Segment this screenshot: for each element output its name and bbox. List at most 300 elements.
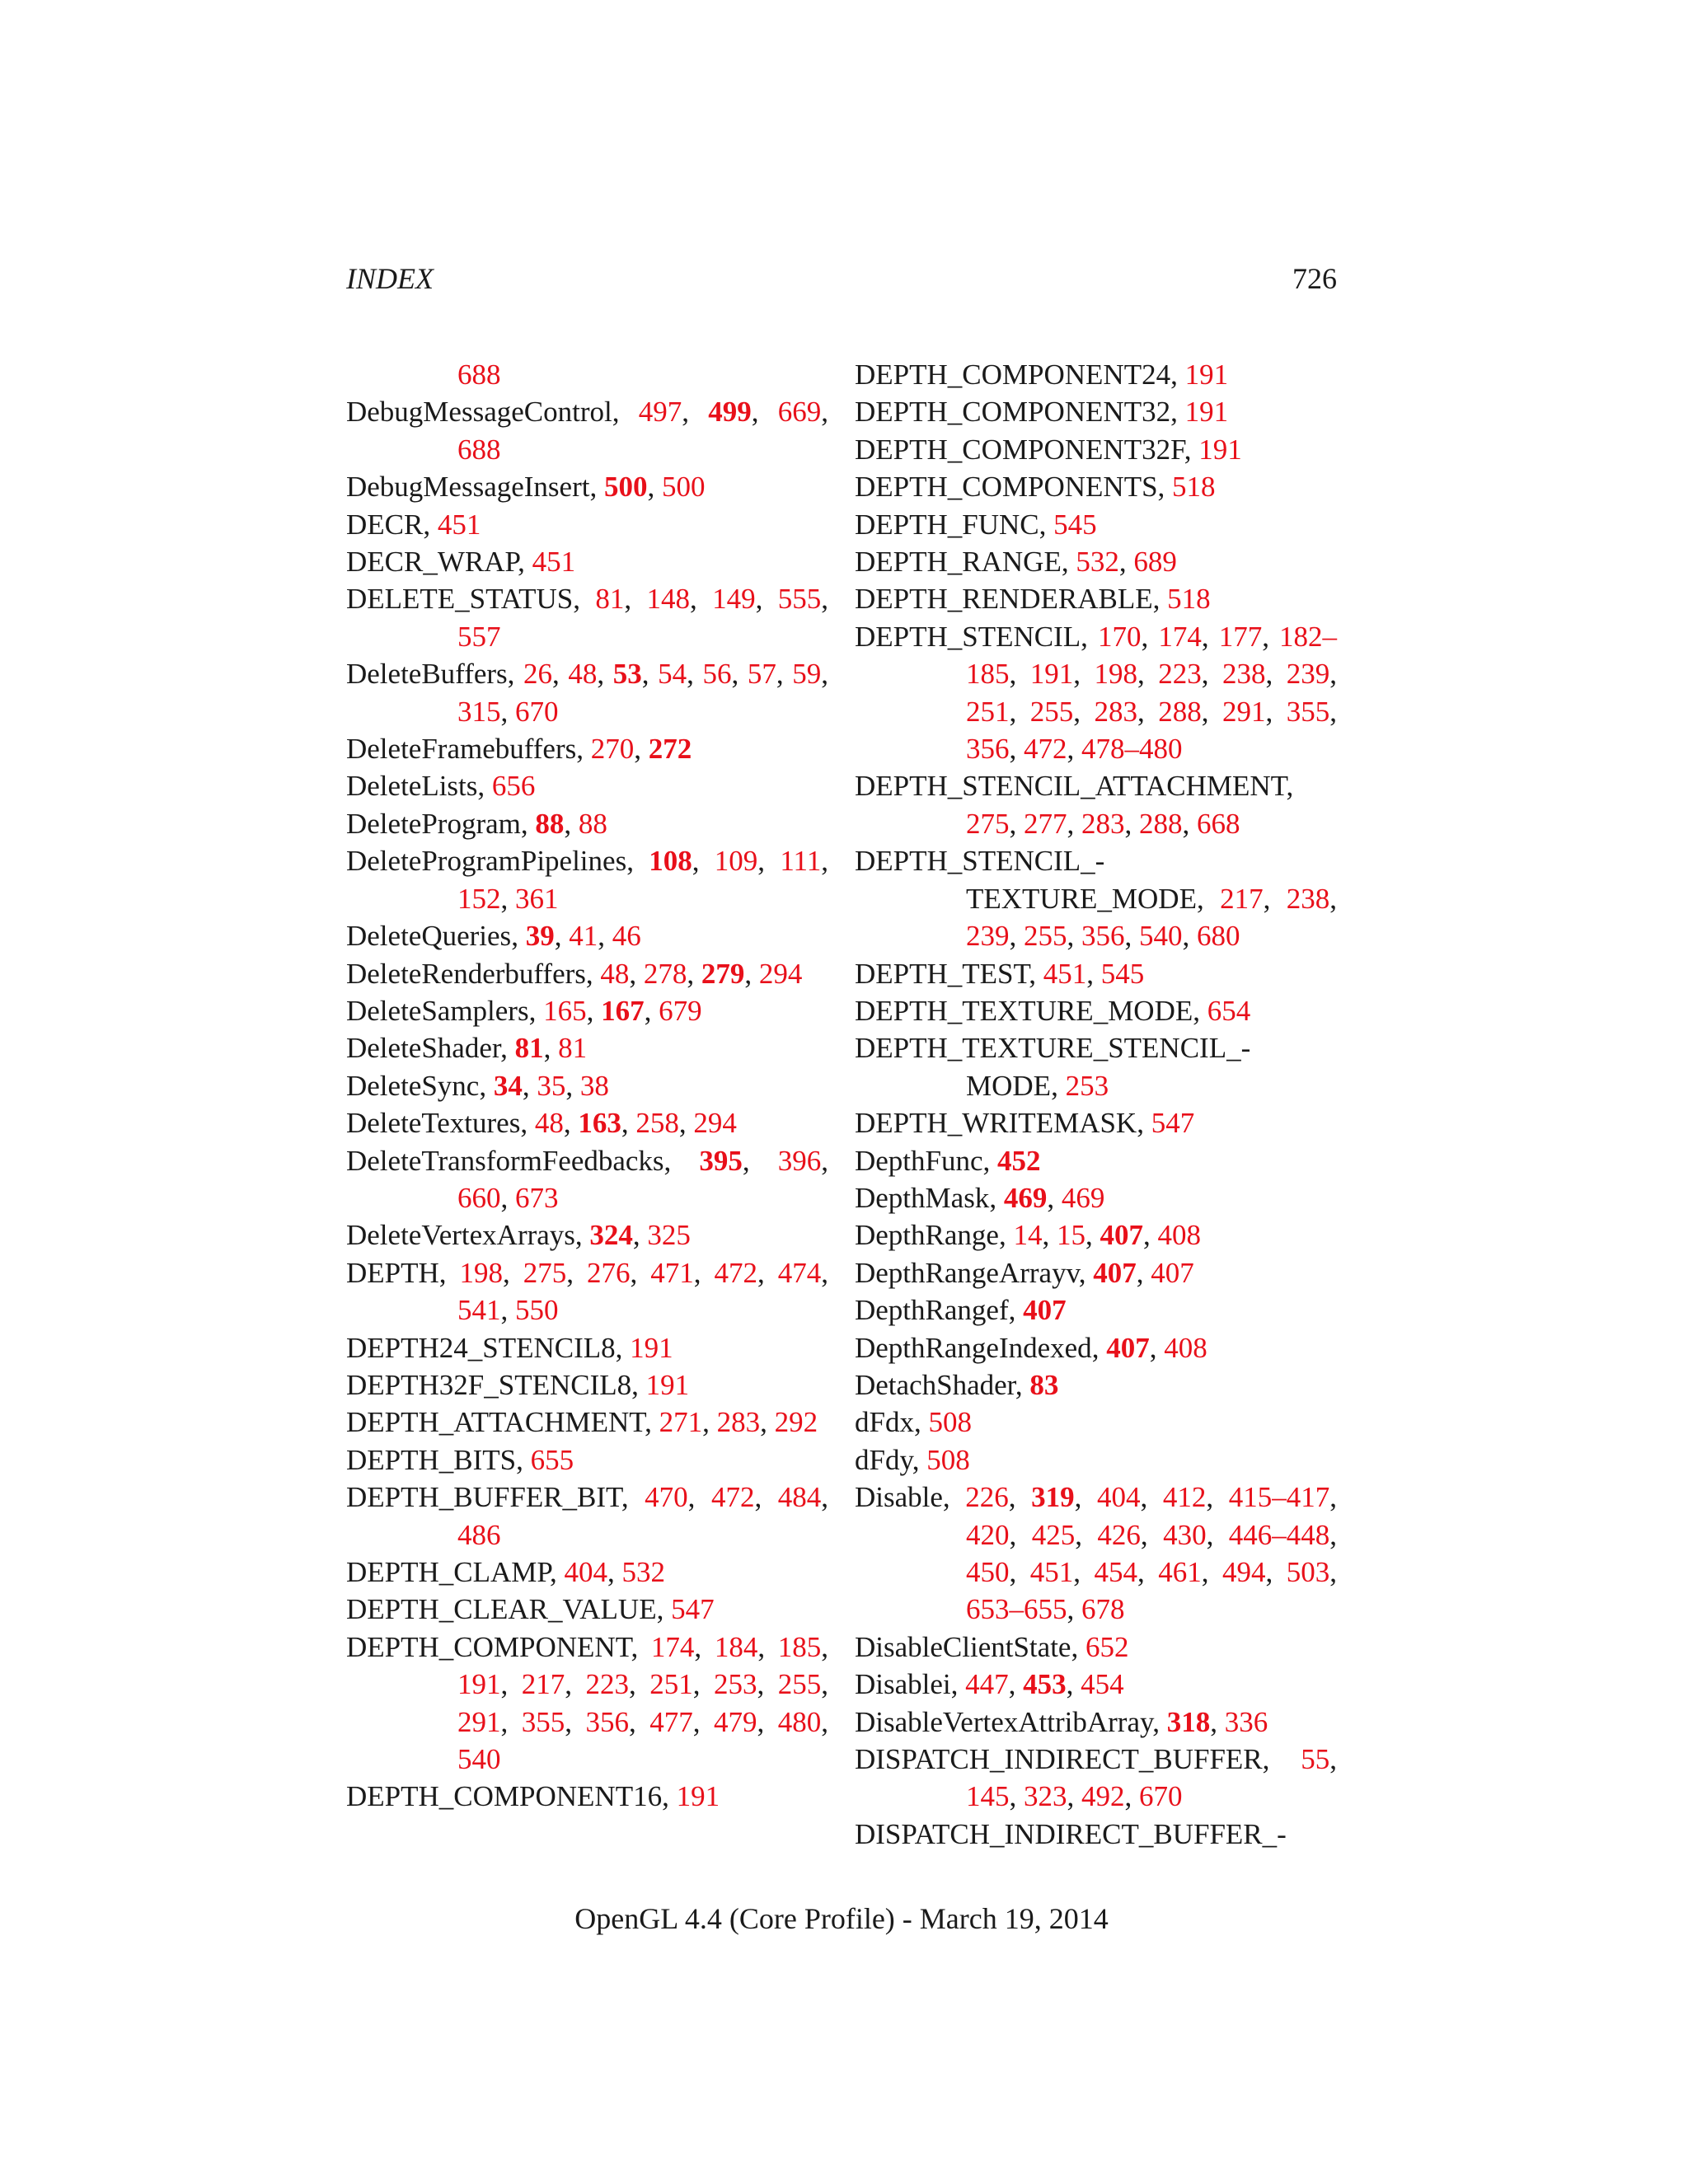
page-reference-link[interactable]: 461 <box>1158 1556 1202 1588</box>
page-reference-link[interactable]: 508 <box>928 1406 972 1439</box>
index-term: DECR <box>346 508 424 541</box>
index-term: DEPTH_COMPONENT <box>346 1630 631 1663</box>
page-reference-link[interactable]: 479 <box>714 1705 757 1738</box>
index-term: dFdy <box>855 1443 912 1476</box>
page-reference-link[interactable]: 223 <box>1158 658 1202 691</box>
page-reference-link[interactable]: 557 <box>457 620 501 653</box>
page-reference-link[interactable]: 425 <box>1031 1518 1076 1551</box>
index-column-right <box>855 356 1337 1853</box>
page-reference-link[interactable]: 407 <box>1106 1331 1150 1364</box>
index-term: dFdx <box>855 1406 914 1439</box>
index-term: DeleteShader <box>346 1032 501 1065</box>
page-reference-link[interactable]: 15 <box>1056 1219 1085 1252</box>
page-reference-link[interactable]: 38 <box>579 1069 609 1102</box>
page-reference-link[interactable]: 532 <box>1076 546 1119 579</box>
page-reference-link[interactable]: 167 <box>601 994 645 1027</box>
page-reference-link[interactable]: 454 <box>1081 1668 1124 1701</box>
index-term: DEPTH_COMPONENT32 <box>855 396 1171 429</box>
page-reference-link[interactable]: 226 <box>965 1481 1009 1514</box>
index-term: DEPTH <box>346 1256 439 1289</box>
page-reference-link[interactable]: 355 <box>521 1705 565 1738</box>
page-reference-link[interactable]: 472 <box>1024 733 1067 766</box>
page-reference-link[interactable]: 191 <box>645 1368 690 1401</box>
index-entry: DEPTH_RANGE, 532, 689 <box>855 546 1177 579</box>
index-entry: DisableVertexAttribArray, 318, 336 <box>855 1705 1268 1738</box>
page-reference-link[interactable]: 518 <box>1172 471 1216 504</box>
page-reference-link[interactable]: 408 <box>1157 1219 1201 1252</box>
index-entry <box>855 1816 1337 1853</box>
page-reference-link[interactable]: 46 <box>612 920 641 953</box>
page-reference-link[interactable]: 275 <box>966 807 1010 840</box>
index-term: DECR_WRAP <box>346 546 518 579</box>
index-term: DeleteBuffers <box>346 658 508 691</box>
page-reference-link[interactable]: 474 <box>777 1256 822 1289</box>
index-term: DEPTH_WRITEMASK <box>855 1107 1137 1140</box>
index-term: DeleteFramebuffers <box>346 733 577 766</box>
index-entry: DECR, 451 <box>346 508 481 541</box>
page-reference-link[interactable]: 404 <box>564 1556 607 1588</box>
page-reference-link[interactable]: 407 <box>1151 1256 1194 1289</box>
page-reference-link[interactable]: 198 <box>1094 658 1137 691</box>
page-reference-link[interactable]: 452 <box>997 1144 1041 1177</box>
page-reference-link[interactable]: 679 <box>659 994 702 1027</box>
page-reference-link[interactable]: 318 <box>1166 1705 1211 1738</box>
page-reference-link[interactable]: 500 <box>603 471 648 504</box>
index-term: DeleteProgram <box>346 807 521 840</box>
page-reference-link[interactable]: 81 <box>558 1032 588 1065</box>
page-reference-link[interactable]: 319 <box>1031 1481 1075 1514</box>
page-reference-link[interactable]: 177 <box>1218 620 1263 653</box>
page-reference-link[interactable]: 446–448 <box>1228 1518 1330 1551</box>
index-term: DEPTH_COMPONENTS <box>855 471 1158 504</box>
index-entry: DEPTH_STENCIL_- TEXTURE_MODE, 217, 238, 239, 255, 356, 540, 680 <box>855 845 1337 953</box>
page-reference-link[interactable]: 251 <box>649 1668 693 1701</box>
page-reference-link[interactable]: 109 <box>714 845 758 878</box>
index-entry: DECR_WRAP, 451 <box>346 546 576 579</box>
index-term: DeleteSamplers <box>346 994 529 1027</box>
page-reference-link[interactable]: 191 <box>457 1668 501 1701</box>
index-term: DEPTH_BUFFER_BIT <box>346 1481 621 1514</box>
page-reference-link[interactable]: 145 <box>966 1780 1010 1813</box>
page-reference-link[interactable]: 291 <box>1222 695 1266 728</box>
page-reference-link[interactable]: 294 <box>758 957 803 990</box>
page-reference-link[interactable]: 550 <box>515 1294 559 1327</box>
index-term: DEPTH_COMPONENT32F <box>855 433 1184 466</box>
page-reference-link[interactable]: 283 <box>1094 695 1137 728</box>
page-reference-link[interactable]: 453 <box>1023 1668 1067 1701</box>
page-reference-link[interactable]: 669 <box>777 396 822 429</box>
page-reference-link[interactable]: 182–185 <box>966 620 1338 691</box>
index-term-continued: TEXTURE_MODE <box>966 882 1197 915</box>
index-entry: DeleteRenderbuffers, 48, 278, 279, 294 <box>346 957 803 990</box>
page-reference-link[interactable]: 152 <box>457 882 501 915</box>
index-term: DEPTH_FUNC <box>855 508 1039 541</box>
page-reference-link[interactable]: 48 <box>568 658 598 691</box>
index-term: DepthRange <box>855 1219 999 1252</box>
page-reference-link[interactable]: 407 <box>1093 1256 1137 1289</box>
page-reference-link[interactable]: 655 <box>530 1443 574 1476</box>
page-reference-link[interactable]: 472 <box>714 1256 758 1289</box>
page-reference-link[interactable]: 451 <box>1043 957 1087 990</box>
page-reference-link[interactable]: 39 <box>525 920 555 953</box>
page-reference-link[interactable]: 83 <box>1029 1368 1059 1401</box>
page-reference-link[interactable]: 555 <box>777 583 822 616</box>
index-term: DeleteRenderbuffers <box>346 957 586 990</box>
page-reference-link[interactable]: 500 <box>661 471 706 504</box>
page-reference-link[interactable]: 88 <box>535 807 565 840</box>
page-reference-link[interactable]: 191 <box>1184 359 1229 391</box>
index-entry: DEPTH_COMPONENT24, 191 <box>855 359 1229 391</box>
page-reference-link[interactable]: 191 <box>630 1331 673 1364</box>
page-reference-link[interactable]: 547 <box>1151 1107 1195 1140</box>
index-term: DeleteProgramPipelines <box>346 845 627 878</box>
index-entry: DebugMessageControl, 497, 499, 669, 688 <box>346 396 829 466</box>
page-reference-link[interactable]: 503 <box>1286 1556 1330 1588</box>
page-reference-link[interactable]: 26 <box>523 658 553 691</box>
index-term: DEPTH_ATTACHMENT <box>346 1406 645 1439</box>
page-reference-link[interactable]: 540 <box>457 1743 501 1776</box>
index-entry: DeleteFramebuffers, 270, 272 <box>346 733 692 766</box>
page-reference-link[interactable]: 111 <box>780 845 822 878</box>
page-reference-link[interactable]: 56 <box>702 658 732 691</box>
page-reference-link[interactable]: 184 <box>714 1630 758 1663</box>
page-reference-link[interactable]: 532 <box>621 1556 665 1588</box>
page-reference-link[interactable]: 294 <box>693 1107 737 1140</box>
page-reference-link[interactable]: 653–655 <box>966 1593 1067 1626</box>
page-reference-link[interactable]: 356 <box>966 733 1010 766</box>
index-term: DEPTH_TEST <box>855 957 1029 990</box>
page-reference-link[interactable]: 278 <box>643 957 687 990</box>
index-term: DEPTH32F_STENCIL8 <box>346 1368 632 1401</box>
index-entry: DeleteProgramPipelines, 108, 109, 111, 152, 361 <box>346 845 828 915</box>
index-entry: dFdx, 508 <box>855 1406 972 1439</box>
page-reference-link[interactable]: 253 <box>1065 1069 1109 1102</box>
page-reference-link[interactable]: 255 <box>777 1668 822 1701</box>
page-reference-link[interactable]: 165 <box>543 994 587 1027</box>
index-entry: DEPTH, 198, 275, 276, 471, 472, 474, 541, 550 <box>346 1256 829 1327</box>
index-term: DeleteQueries <box>346 920 512 953</box>
index-entry: DisableClientState, 652 <box>855 1630 1129 1663</box>
index-term: DeleteSync <box>346 1069 480 1102</box>
index-entry: DepthFunc, 452 <box>855 1144 1041 1177</box>
page-reference-link[interactable]: 88 <box>578 807 607 840</box>
page-reference-link[interactable]: 223 <box>585 1668 629 1701</box>
index-entry: DEPTH_CLEAR_VALUE, 547 <box>346 1593 715 1626</box>
index-entry: DEPTH_TEST, 451, 545 <box>855 957 1145 990</box>
page-reference-link[interactable]: 688 <box>457 433 501 466</box>
page-reference-link[interactable]: 81 <box>514 1032 544 1065</box>
index-entry: DepthRangeIndexed, 407, 408 <box>855 1331 1207 1364</box>
page-reference-link[interactable]: 652 <box>1085 1630 1129 1663</box>
page-reference-link[interactable]: 34 <box>493 1069 523 1102</box>
index-term: DISPATCH_INDIRECT_BUFFER_- <box>855 1817 1287 1850</box>
page-reference-link[interactable]: 59 <box>792 658 822 691</box>
index-entry: DEPTH_STENCIL_ATTACHMENT, 275, 277, 283, 288, 668 <box>855 770 1294 840</box>
page-reference-link[interactable]: 271 <box>659 1406 703 1439</box>
index-entry: DEPTH_COMPONENT, 174, 184, 185, 191, 217, 223, 251, 253, 255, 291, 355, 356, 477, 479, 480, 540 <box>346 1630 828 1776</box>
index-term: DepthRangeIndexed <box>855 1331 1092 1364</box>
page-reference-link[interactable]: 323 <box>1024 1780 1067 1813</box>
page-reference-link[interactable]: 407 <box>1100 1219 1143 1252</box>
index-term: DEPTH24_STENCIL8 <box>346 1331 616 1364</box>
page-reference-link[interactable]: 57 <box>747 658 776 691</box>
page-reference-link[interactable]: 277 <box>1024 807 1067 840</box>
index-entry: DeleteTextures, 48, 163, 258, 294 <box>346 1107 737 1140</box>
index-term: DEPTH_BITS <box>346 1443 517 1476</box>
page-reference-link[interactable]: 478–480 <box>1081 733 1183 766</box>
index-term: DepthFunc <box>855 1144 983 1177</box>
page-reference-link[interactable]: 149 <box>712 583 756 616</box>
page-reference-link[interactable]: 239 <box>966 920 1010 953</box>
page-reference-link[interactable]: 279 <box>701 957 745 990</box>
page-reference-link[interactable]: 174 <box>650 1630 695 1663</box>
index-entry: DeleteBuffers, 26, 48, 53, 54, 56, 57, 59, 315, 670 <box>346 658 829 728</box>
index-entry: DeleteVertexArrays, 324, 325 <box>346 1219 691 1252</box>
page-reference-link[interactable]: 251 <box>966 695 1010 728</box>
page-reference-link[interactable]: 163 <box>578 1107 621 1140</box>
page-reference-link[interactable]: 53 <box>612 658 642 691</box>
page-reference-link[interactable]: 356 <box>585 1705 629 1738</box>
index-term: DEPTH_STENCIL <box>855 620 1081 653</box>
index-entry: DEPTH_ATTACHMENT, 271, 283, 292 <box>346 1406 818 1439</box>
page-reference-link[interactable]: 545 <box>1053 508 1097 541</box>
page-reference-link[interactable]: 48 <box>600 957 630 990</box>
index-term: DepthRangeArrayv <box>855 1256 1079 1289</box>
page-reference-link[interactable]: 451 <box>532 546 576 579</box>
page-reference-link[interactable]: 395 <box>699 1144 743 1177</box>
page-reference-link[interactable]: 450 <box>966 1556 1010 1588</box>
index-entry: DEPTH_COMPONENT16, 191 <box>346 1780 720 1813</box>
index-entry: DEPTH32F_STENCIL8, 191 <box>346 1368 690 1401</box>
page-reference-link[interactable]: 668 <box>1197 807 1240 840</box>
running-title: INDEX <box>346 262 434 295</box>
page-reference-link[interactable]: 191 <box>676 1780 720 1813</box>
page-reference-link[interactable]: 408 <box>1164 1331 1207 1364</box>
index-term: DebugMessageInsert <box>346 471 590 504</box>
index-term: DEPTH_CLAMP <box>346 1556 550 1588</box>
page-reference-link[interactable]: 170 <box>1098 620 1142 653</box>
page-reference-link[interactable]: 469 <box>1003 1181 1048 1214</box>
index-entry: DEPTH_FUNC, 545 <box>855 508 1097 541</box>
page-reference-link[interactable]: 518 <box>1167 583 1211 616</box>
index-entry: DEPTH_TEXTURE_MODE, 654 <box>855 994 1251 1027</box>
index-entry: DEPTH_COMPONENT32, 191 <box>855 396 1229 429</box>
page-reference-link[interactable]: 191 <box>1184 396 1229 429</box>
index-term: DEPTH_STENCIL_- <box>855 845 1105 878</box>
page-reference-link[interactable]: 355 <box>1286 695 1330 728</box>
page-reference-link[interactable]: 275 <box>523 1256 567 1289</box>
index-entry: DEPTH_COMPONENTS, 518 <box>855 471 1216 504</box>
page-reference-link[interactable]: 291 <box>457 1705 501 1738</box>
index-entry: DEPTH_RENDERABLE, 518 <box>855 583 1211 616</box>
page-reference-link[interactable]: 238 <box>1286 882 1330 915</box>
page-reference-link[interactable]: 270 <box>590 733 635 766</box>
index-term: DELETE_STATUS <box>346 583 574 616</box>
page-reference-link[interactable]: 217 <box>521 1668 565 1701</box>
page-reference-link[interactable]: 54 <box>658 658 687 691</box>
index-term: DEPTH_TEXTURE_STENCIL_- <box>855 1032 1251 1065</box>
index-entry: DepthRange, 14, 15, 407, 408 <box>855 1219 1201 1252</box>
page-reference-link[interactable]: 288 <box>1139 807 1183 840</box>
page-reference-link[interactable]: 35 <box>537 1069 566 1102</box>
page-reference-link[interactable]: 356 <box>1081 920 1125 953</box>
page-reference-link[interactable]: 336 <box>1224 1705 1268 1738</box>
page-reference-link[interactable]: 415–417 <box>1228 1481 1330 1514</box>
index-entry: DepthRangef, 407 <box>855 1294 1067 1327</box>
page-reference-link[interactable]: 420 <box>966 1518 1010 1551</box>
page-footer: OpenGL 4.4 (Core Profile) - March 19, 2014 <box>574 1902 1109 1935</box>
page-reference-link[interactable]: 451 <box>1029 1556 1074 1588</box>
page-number: 726 <box>1292 262 1337 295</box>
index-entry: DEPTH_BUFFER_BIT, 470, 472, 484, 486 <box>346 1481 829 1551</box>
page-reference-link[interactable]: 497 <box>638 396 682 429</box>
index-term: DEPTH_CLEAR_VALUE <box>346 1593 657 1626</box>
page-reference-link[interactable]: 689 <box>1133 546 1177 579</box>
page-reference-link[interactable]: 14 <box>1013 1219 1043 1252</box>
index-entry: DeleteTransformFeedbacks, 395, 396, 660, 673 <box>346 1144 829 1214</box>
page-reference-link[interactable]: 283 <box>716 1406 761 1439</box>
page-reference-link[interactable]: 654 <box>1207 994 1251 1027</box>
index-entry: DeleteProgram, 88, 88 <box>346 807 607 840</box>
page-reference-link[interactable]: 447 <box>965 1668 1009 1701</box>
page-reference-link[interactable]: 451 <box>437 508 481 541</box>
index-entry: DetachShader, 83 <box>855 1368 1059 1401</box>
page-reference-link[interactable]: 678 <box>1081 1593 1125 1626</box>
page-reference-link[interactable]: 660 <box>457 1181 501 1214</box>
page-reference-link[interactable]: 255 <box>1029 695 1074 728</box>
page-reference-link[interactable]: 272 <box>648 733 692 766</box>
index-term: DEPTH_COMPONENT16 <box>346 1780 663 1813</box>
index-entry: DepthRangeArrayv, 407, 407 <box>855 1256 1194 1289</box>
page-reference-link[interactable]: 471 <box>650 1256 694 1289</box>
page-reference-link[interactable]: 688 <box>457 359 501 391</box>
page-reference-link[interactable]: 217 <box>1220 882 1264 915</box>
index-term: DeleteVertexArrays <box>346 1219 575 1252</box>
index-entry: DEPTH_BITS, 655 <box>346 1443 574 1476</box>
index-term: DEPTH_RANGE <box>855 546 1062 579</box>
page-reference-link[interactable]: 454 <box>1094 1556 1137 1588</box>
page-reference-link[interactable]: 396 <box>777 1144 822 1177</box>
page-reference-link[interactable]: 191 <box>1198 433 1242 466</box>
page-reference-link[interactable]: 469 <box>1061 1181 1105 1214</box>
index-column-left <box>346 356 828 1816</box>
index-entry: DeleteLists, 656 <box>346 770 536 803</box>
page-reference-link[interactable]: 412 <box>1162 1481 1207 1514</box>
page-reference-link[interactable]: 81 <box>595 583 625 616</box>
index-term: DepthRangef <box>855 1294 1009 1327</box>
index-entry: DeleteSamplers, 165, 167, 679 <box>346 994 702 1027</box>
page-reference-link[interactable]: 407 <box>1023 1294 1067 1327</box>
page-reference-link[interactable]: 198 <box>459 1256 504 1289</box>
index-term: DeleteLists <box>346 770 478 803</box>
page-reference-link[interactable]: 255 <box>1024 920 1067 953</box>
page-reference-link[interactable]: 508 <box>926 1443 970 1476</box>
page-reference-link[interactable]: 325 <box>647 1219 691 1252</box>
page-reference-link[interactable]: 55 <box>1301 1743 1330 1776</box>
page-reference-link[interactable]: 670 <box>515 695 559 728</box>
page-reference-link[interactable]: 315 <box>457 695 501 728</box>
index-entry: DEPTH_WRITEMASK, 547 <box>855 1107 1195 1140</box>
page-reference-link[interactable]: 185 <box>777 1630 822 1663</box>
page-reference-link[interactable]: 426 <box>1097 1518 1141 1551</box>
index-term: DEPTH_TEXTURE_MODE <box>855 994 1193 1027</box>
page-reference-link[interactable]: 283 <box>1081 807 1125 840</box>
index-term: DEPTH_STENCIL_ATTACHMENT <box>855 770 1287 803</box>
index-entry: DeleteShader, 81, 81 <box>346 1032 588 1065</box>
index-entry: Disable, 226, 319, 404, 412, 415–417, 420, 425, 426, 430, 446–448, 450, 451, 454, 461, 494, 503, 653–655, 678 <box>855 1481 1338 1626</box>
page-reference-link[interactable]: 288 <box>1158 695 1202 728</box>
page-reference-link[interactable]: 292 <box>774 1406 818 1439</box>
page-reference-link[interactable]: 673 <box>515 1181 559 1214</box>
index-entry: DEPTH_CLAMP, 404, 532 <box>346 1556 665 1588</box>
page-reference-link[interactable]: 494 <box>1222 1556 1266 1588</box>
page-reference-link[interactable]: 545 <box>1100 957 1145 990</box>
index-term: DeleteTextures <box>346 1107 521 1140</box>
index-term: DISPATCH_INDIRECT_BUFFER <box>855 1743 1263 1776</box>
page-reference-link[interactable]: 108 <box>649 845 692 878</box>
index-term: DisableClientState <box>855 1630 1071 1663</box>
page-reference-link[interactable]: 477 <box>649 1705 693 1738</box>
page-reference-link[interactable]: 41 <box>569 920 598 953</box>
page-reference-link[interactable]: 541 <box>457 1294 501 1327</box>
page-reference-link[interactable]: 239 <box>1286 658 1330 691</box>
index-term-continued: MODE <box>966 1069 1052 1102</box>
index-entry: dFdy, 508 <box>855 1443 970 1476</box>
index-term: Disable <box>855 1481 943 1514</box>
index-term: DEPTH_COMPONENT24 <box>855 359 1171 391</box>
page-reference-link[interactable]: 258 <box>635 1107 679 1140</box>
index-term: DeleteTransformFeedbacks <box>346 1144 664 1177</box>
page-reference-link[interactable]: 499 <box>708 396 752 429</box>
page-reference-link[interactable]: 191 <box>1029 658 1074 691</box>
page-reference-link[interactable]: 492 <box>1081 1780 1125 1813</box>
page-reference-link[interactable]: 48 <box>534 1107 564 1140</box>
index-entry: DeleteSync, 34, 35, 38 <box>346 1069 609 1102</box>
page-reference-link[interactable]: 470 <box>645 1481 688 1514</box>
index-term: DepthMask <box>855 1181 990 1214</box>
index-entry: DELETE_STATUS, 81, 148, 149, 555, 557 <box>346 583 829 653</box>
page-reference-link[interactable]: 486 <box>457 1518 501 1551</box>
page-reference-link[interactable]: 361 <box>515 882 559 915</box>
index-entry: DebugMessageInsert, 500, 500 <box>346 471 706 504</box>
index-entry: Disablei, 447, 453, 454 <box>855 1668 1124 1701</box>
index-entry: DepthMask, 469, 469 <box>855 1181 1105 1214</box>
index-entry: DEPTH_COMPONENT32F, 191 <box>855 433 1242 466</box>
page-reference-link[interactable]: 324 <box>589 1219 633 1252</box>
page-reference-link[interactable]: 148 <box>646 583 691 616</box>
index-entry: DEPTH_TEXTURE_STENCIL_- MODE, 253 <box>855 1032 1251 1102</box>
page-reference-link[interactable]: 238 <box>1222 658 1266 691</box>
index-term: DetachShader <box>855 1368 1015 1401</box>
page-reference-link[interactable]: 480 <box>777 1705 822 1738</box>
index-term: DebugMessageControl <box>346 396 612 429</box>
page-reference-link[interactable]: 430 <box>1163 1518 1207 1551</box>
page-reference-link[interactable]: 174 <box>1158 620 1202 653</box>
index-term: DisableVertexAttribArray <box>855 1705 1153 1738</box>
index-term: Disablei <box>855 1668 951 1701</box>
page-reference-link[interactable]: 547 <box>671 1593 715 1626</box>
page-reference-link[interactable]: 540 <box>1139 920 1183 953</box>
page-reference-link[interactable]: 253 <box>714 1668 757 1701</box>
page-reference-link[interactable]: 484 <box>777 1481 822 1514</box>
page-reference-link[interactable]: 472 <box>710 1481 755 1514</box>
page-reference-link[interactable]: 404 <box>1097 1481 1141 1514</box>
page-reference-link[interactable]: 656 <box>491 770 536 803</box>
page-reference-link[interactable]: 670 <box>1139 1780 1183 1813</box>
page-reference-link[interactable]: 276 <box>587 1256 631 1289</box>
index-entry: DEPTH_STENCIL, 170, 174, 177, 182–185, 191, 198, 223, 238, 239, 251, 255, 283, 288, 291, 355, 356, 472, 478–480 <box>855 620 1338 766</box>
page-reference-link[interactable]: 680 <box>1197 920 1240 953</box>
